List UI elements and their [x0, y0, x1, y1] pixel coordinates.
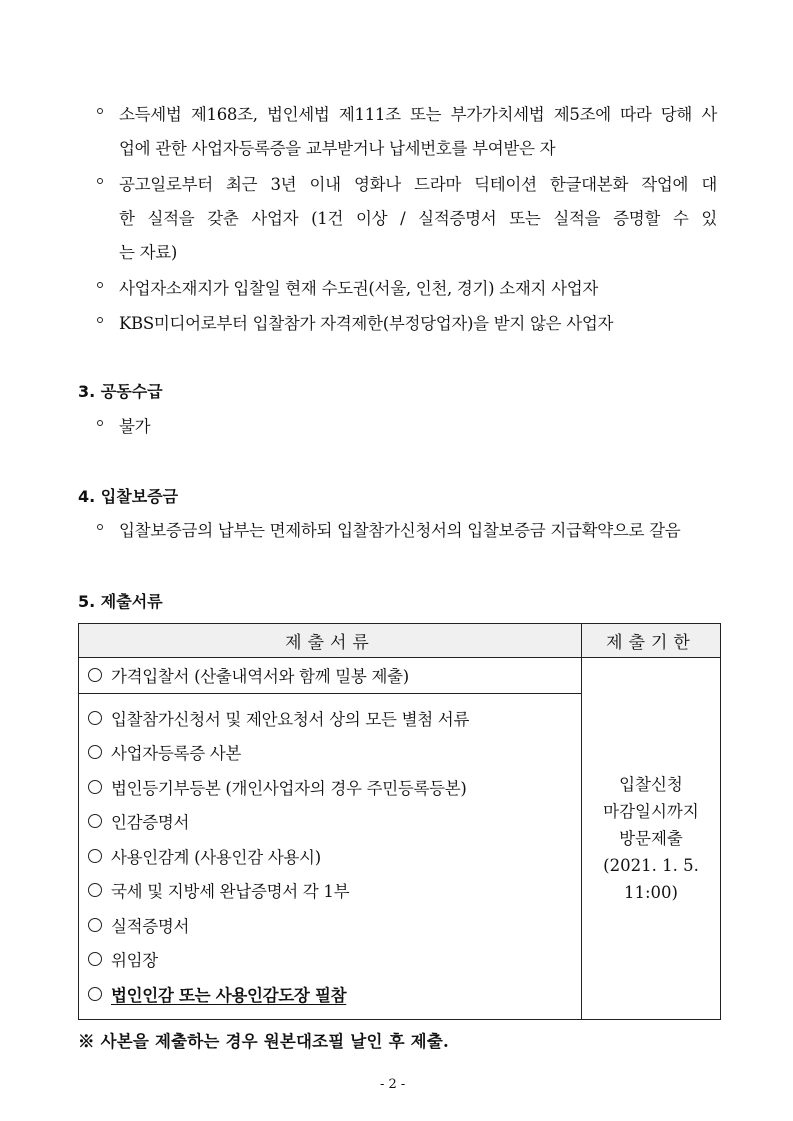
section-3-item: 불가 [119, 417, 151, 436]
documents-table [78, 623, 721, 1020]
table-header-documents: 제출서류 [79, 624, 582, 658]
eligibility-item-1-line-2: 업에 관한 사업자등록증을 교부받거나 납세번호를 부여받은 자 [119, 139, 556, 158]
bullet-icon [97, 317, 103, 323]
list-item [79, 908, 581, 943]
list-item [79, 735, 581, 770]
table-cell-document-list [79, 693, 582, 1019]
eligibility-item-2-line-3: 는 자료) [119, 243, 177, 262]
list-item [79, 977, 581, 1012]
submission-note: ※ 사본을 제출하는 경우 원본대조필 날인 후 제출. [78, 1032, 449, 1051]
list-item-label-emphasis: 법인인감 또는 사용인감도장 필참 [111, 985, 347, 1005]
circle-icon [88, 745, 102, 759]
list-item [79, 804, 581, 839]
list-item-label: 국세 및 지방세 완납증명서 각 1부 [111, 882, 350, 902]
list-item-label: 인감증명서 [111, 813, 190, 833]
eligibility-item-4: KBS미디어로부터 입찰참가 자격제한(부정당업자)을 받지 않은 사업자 [119, 314, 614, 333]
table-cell-price-bid [79, 658, 582, 694]
circle-icon [88, 668, 102, 682]
section-4-heading: 4. 입찰보증금 [78, 487, 179, 506]
list-item-label: 위임장 [111, 951, 158, 971]
list-item-label: 사업자등록증 사본 [111, 744, 242, 764]
section-4-item: 입찰보증금의 납부는 면제하되 입찰참가신청서의 입찰보증금 지급확약으로 갈음 [119, 521, 681, 540]
list-item-label: 실적증명서 [111, 916, 190, 936]
table-cell-deadline [582, 658, 721, 1020]
list-item [79, 839, 581, 874]
circle-icon [88, 883, 102, 897]
circle-icon [88, 780, 102, 794]
page-number: - 2 - [380, 1077, 406, 1092]
deadline-line-3: 방문제출 [619, 828, 683, 848]
circle-icon [88, 711, 102, 725]
section-3-heading: 3. 공동수급 [78, 382, 163, 401]
list-item [79, 873, 581, 908]
section-5-heading: 5. 제출서류 [78, 592, 163, 611]
eligibility-item-1-line-1: 소득세법 제168조, 법인세법 제111조 또는 부가가치세법 제5조에 따라 당해 사 [119, 105, 717, 124]
list-item-label: 입찰참가신청서 및 제안요청서 상의 모든 별첨 서류 [111, 709, 470, 729]
list-item-label: 사용인감계 (사용인감 사용시) [111, 847, 321, 867]
eligibility-item-2-line-2: 한 실적을 갖춘 사업자 (1건 이상 / 실적증명서 또는 실적을 증명할 수 있 [119, 209, 717, 228]
circle-icon [88, 987, 102, 1001]
list-item [79, 770, 581, 805]
deadline-line-2: 마감일시까지 [603, 801, 699, 821]
deadline-line-5: 11:00) [624, 882, 678, 902]
bullet-icon [97, 524, 103, 530]
table-header-deadline: 제출기한 [582, 624, 721, 658]
bullet-icon [97, 420, 103, 426]
list-item-label: 가격입찰서 (산출내역서와 함께 밀봉 제출) [111, 667, 409, 687]
circle-icon [88, 952, 102, 966]
list-item-label: 법인등기부등본 (개인사업자의 경우 주민등록등본) [111, 778, 467, 798]
circle-icon [88, 814, 102, 828]
deadline-line-1: 입찰신청 [619, 774, 683, 794]
bullet-icon [97, 108, 103, 114]
eligibility-item-3: 사업자소재지가 입찰일 현재 수도권(서울, 인천, 경기) 소재지 사업자 [119, 279, 599, 298]
list-item [79, 942, 581, 977]
bullet-icon [97, 282, 103, 288]
bullet-icon [97, 178, 103, 184]
circle-icon [88, 849, 102, 863]
deadline-line-4: (2021. 1. 5. [603, 855, 699, 875]
circle-icon [88, 918, 102, 932]
eligibility-item-2-line-1: 공고일로부터 최근 3년 이내 영화나 드라마 딕테이션 한글대본화 작업에 대 [119, 175, 717, 194]
list-item [79, 658, 581, 693]
list-item [79, 701, 581, 736]
